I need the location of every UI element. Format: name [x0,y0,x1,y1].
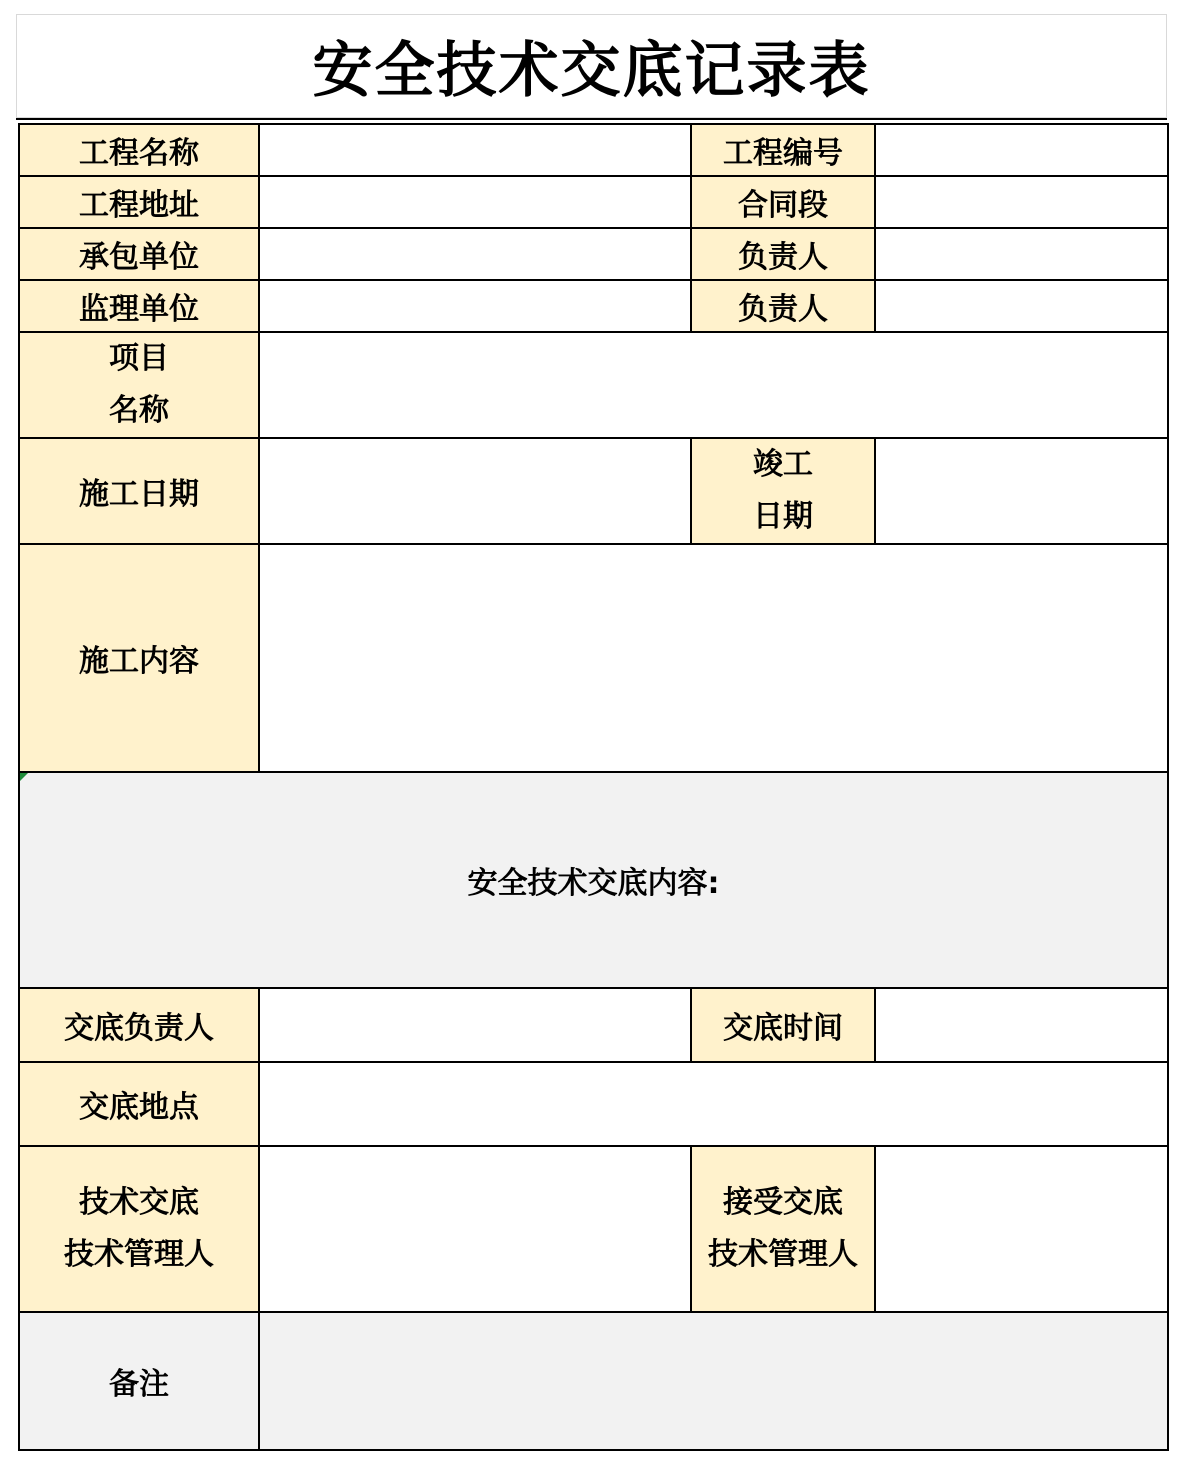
label-safety-content: 安全技术交底内容: [467,866,720,901]
label-receiving-manager [691,1146,875,1312]
field-briefing-location[interactable] [259,1062,1168,1146]
safety-briefing-form [18,123,1169,1451]
label-remarks: 备注 [19,1312,259,1450]
label-tech-line2: 技术管理人 [64,1237,214,1272]
label-completion-date [691,438,875,544]
label-supervisor-person: 负责人 [691,280,875,332]
field-supervisor-person[interactable] [875,280,1168,332]
field-project-number[interactable] [875,124,1168,176]
label-recv-line2: 技术管理人 [708,1237,858,1272]
title-divider [16,118,1167,120]
field-briefing-time[interactable] [875,988,1168,1062]
cell-comment-marker [20,773,28,781]
field-contractor[interactable] [259,228,691,280]
label-project-number: 工程编号 [691,124,875,176]
field-receiving-manager[interactable] [875,1146,1168,1312]
row-remarks [19,1312,1168,1450]
row-construction-content [19,544,1168,772]
label-completion-line2: 日期 [753,499,813,534]
label-project-address: 工程地址 [19,176,259,228]
field-construction-date[interactable] [259,438,691,544]
label-contractor-person: 负责人 [691,228,875,280]
label-project-name: 工程名称 [19,124,259,176]
form-title-box [16,14,1167,118]
field-safety-content[interactable] [19,772,1168,988]
label-construction-content: 施工内容 [19,544,259,772]
row-dates [19,438,1168,544]
row-contractor [19,228,1168,280]
field-contractor-person[interactable] [875,228,1168,280]
field-construction-content[interactable] [259,544,1168,772]
label-briefing-location: 交底地点 [19,1062,259,1146]
label-tech-manager [19,1146,259,1312]
label-construction-date: 施工日期 [19,438,259,544]
label-briefing-time: 交底时间 [691,988,875,1062]
label-briefing-person: 交底负责人 [19,988,259,1062]
label-recv-line1: 接受交底 [723,1185,843,1220]
row-project-address [19,176,1168,228]
label-item-name-line1: 项目 [109,341,169,376]
label-item-name-line2: 名称 [109,393,169,428]
row-tech-managers [19,1146,1168,1312]
field-item-name[interactable] [259,332,1168,438]
field-supervisor[interactable] [259,280,691,332]
label-contractor: 承包单位 [19,228,259,280]
label-completion-line1: 竣工 [753,447,813,482]
form-title: 安全技术交底记录表 [312,36,871,106]
label-item-name [19,332,259,438]
row-item-name [19,332,1168,438]
row-project-name [19,124,1168,176]
label-supervisor: 监理单位 [19,280,259,332]
row-safety-content [19,772,1168,988]
row-supervisor [19,280,1168,332]
label-contract-section: 合同段 [691,176,875,228]
field-completion-date[interactable] [875,438,1168,544]
field-briefing-person[interactable] [259,988,691,1062]
field-project-name[interactable] [259,124,691,176]
row-briefing-person [19,988,1168,1062]
row-briefing-location [19,1062,1168,1146]
field-contract-section[interactable] [875,176,1168,228]
field-remarks[interactable] [259,1312,1168,1450]
label-tech-line1: 技术交底 [79,1185,199,1220]
field-project-address[interactable] [259,176,691,228]
field-tech-manager[interactable] [259,1146,691,1312]
